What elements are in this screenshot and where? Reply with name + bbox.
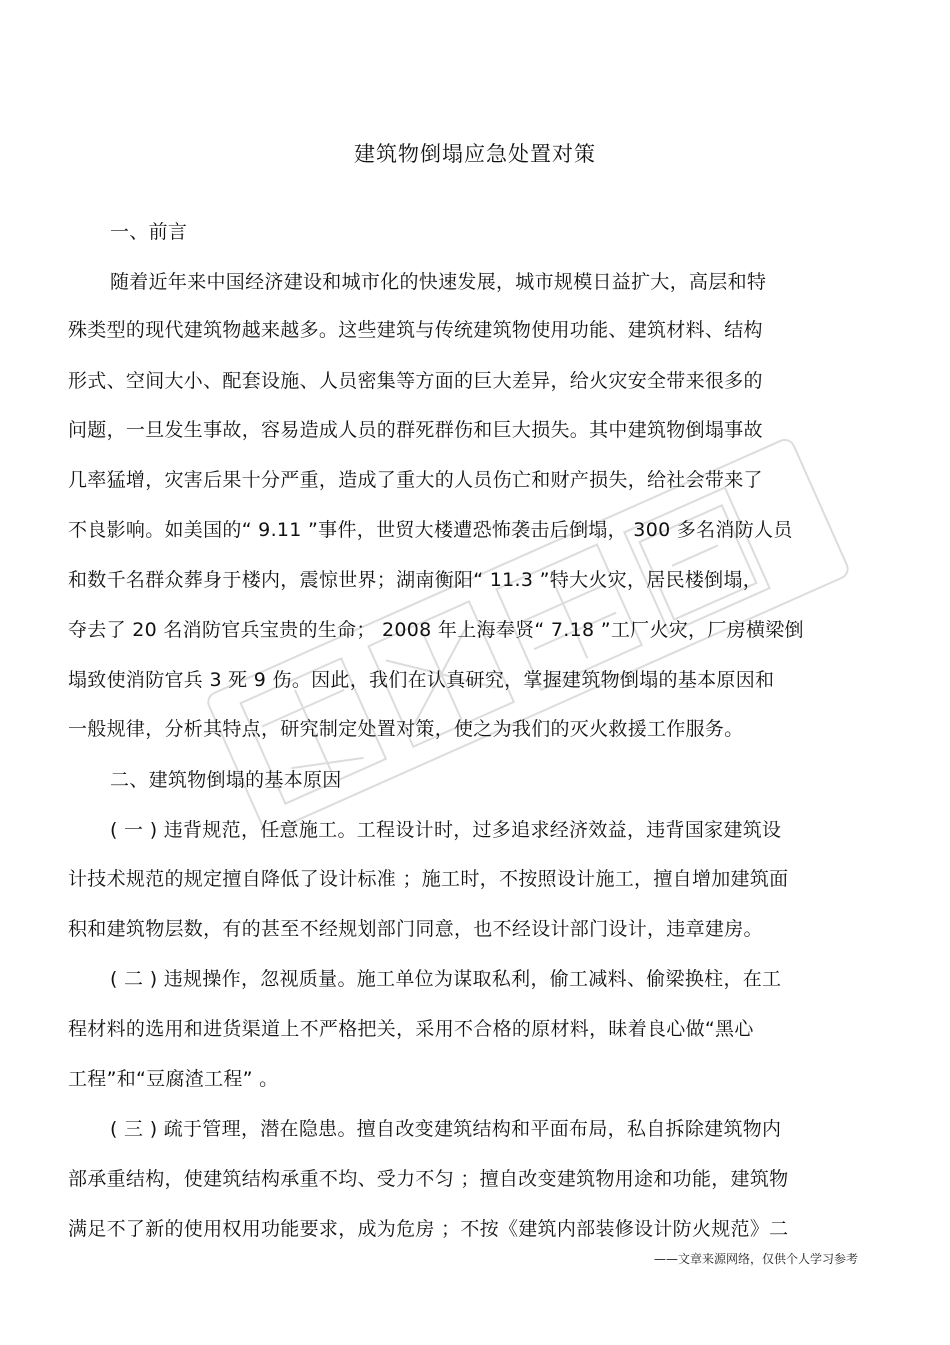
paragraph-line: 几率猛增，灾害后果十分严重，造成了重大的人员伤亡和财产损失，给社会带来了 — [68, 469, 763, 491]
paragraph-line: 随着近年来中国经济建设和城市化的快速发展，城市规模日益扩大，高层和特 — [110, 271, 767, 293]
paragraph-line: 部承重结构，使建筑结构承重不均、受力不匀 ；擅自改变建筑物用途和功能，建筑物 — [68, 1168, 789, 1190]
source-footnote: ——文章来源网络，仅供个人学习参考 — [653, 1252, 858, 1266]
paragraph-line: ( 二 ) 违规操作，忽视质量。施工单位为谋取私利，偷工减料、偷梁换柱，在工 — [110, 968, 782, 990]
paragraph-line: 满足不了新的使用权用功能要求，成为危房 ；不按《建筑内部装修设计防火规范》二 — [68, 1218, 789, 1240]
section-heading-causes: 二、建筑物倒塌的基本原因 — [110, 769, 342, 791]
paragraph-line: ( 一 ) 违背规范，任意施工。工程设计时，过多追求经济效益，违背国家建筑设 — [110, 819, 782, 841]
paragraph-line: ( 三 ) 疏于管理，潜在隐患。擅自改变建筑结构和平面布局，私自拆除建筑物内 — [110, 1118, 782, 1140]
paragraph-line: 一般规律，分析其特点，研究制定处置对策，使之为我们的灭火救援工作服务。 — [68, 718, 744, 740]
paragraph-line: 计技术规范的规定擅自降低了设计标准 ；施工时，不按照设计施工，擅自增加建筑面 — [68, 868, 789, 890]
paragraph-line: 殊类型的现代建筑物越来越多。这些建筑与传统建筑物使用功能、建筑材料、结构 — [68, 319, 763, 341]
document-title: 建筑物倒塌应急处置对策 — [354, 142, 596, 166]
paragraph-line: 和数千名群众葬身于楼内，震惊世界；湖南衡阳“ 11.3 ”特大火灾，居民楼倒塌， — [68, 569, 763, 591]
paragraph-line: 不良影响。如美国的“ 9.11 ”事件，世贸大楼遭恐怖袭击后倒塌， 300 多名消防人员 — [68, 519, 793, 541]
paragraph-line: 积和建筑物层数，有的甚至不经规划部门同意，也不经设计部门设计，违章建房。 — [68, 918, 763, 940]
paragraph-line: 问题，一旦发生事故，容易造成人员的群死群伤和巨大损失。其中建筑物倒塌事故 — [68, 419, 763, 441]
paragraph-line: 形式、空间大小、配套设施、人员密集等方面的巨大差异，给火灾安全带来很多的 — [68, 370, 763, 392]
paragraph-line: 塌致使消防官兵 3 死 9 伤。因此，我们在认真研究，掌握建筑物倒塌的基本原因和 — [68, 669, 775, 691]
paragraph-line: 程材料的选用和进货渠道上不严格把关，采用不合格的原材料，昧着良心做“黑心 — [68, 1018, 754, 1040]
paragraph-line: 夺去了 20 名消防官兵宝贵的生命； 2008 年上海奉贤“ 7.18 ”工厂火灾，厂房横梁倒 — [68, 619, 804, 641]
paragraph-line: 工程”和“豆腐渣工程” 。 — [68, 1068, 279, 1090]
section-heading-preface: 一、前言 — [110, 221, 188, 243]
